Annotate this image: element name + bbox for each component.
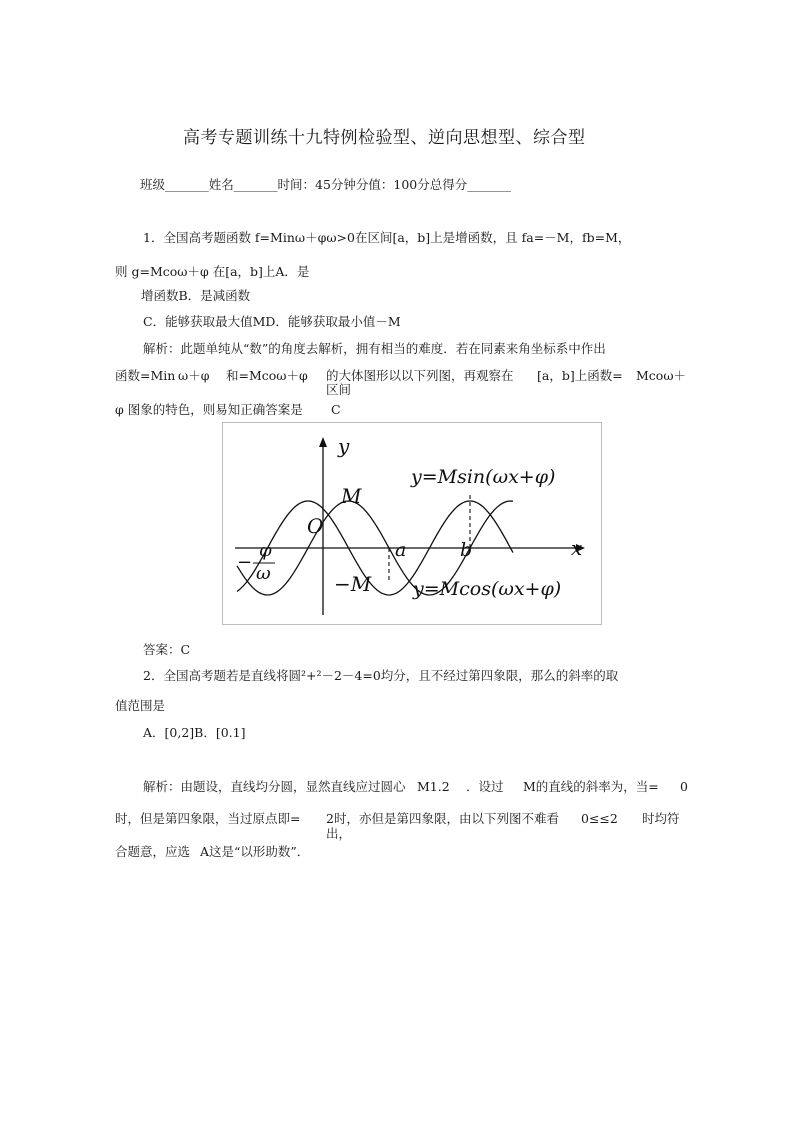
q2-analysis-line1-b: M1.2 [417,779,450,794]
q2-analysis-line1-a: 解析：由题设，直线均分圆，显然直线应过圆心 [143,779,406,794]
page-title: 高考专题训练十九特例检验型、逆向思想型、综合型 [183,128,586,148]
q1-analysis-line2-d: 的大体图形以以下列图，再观察在 [326,368,514,383]
phase-denominator: ω [256,563,271,584]
min-label: −M [334,572,372,596]
q2-options: A．[0,2]B．[0.1] [143,725,246,740]
header-info-line: 班级_______姓名_______时间：45分钟分值：100分总得分_______ [140,177,512,192]
phase-minus: − [237,552,253,573]
q1-analysis-line3-answer: C [331,402,341,417]
sin-equation-label: y=Msin(ωx+φ) [411,466,556,488]
x-axis-label: x [571,536,583,560]
q1-options-cd: C．能够获取最大值MD．能够获取最小值－M [143,314,401,329]
q1-options-ab: 增函数B．是减函数 [141,288,251,303]
q1-analysis-line2-a: 函数=Min [115,368,176,383]
max-label: M [341,484,362,508]
q2-analysis-line1-c: ．设过 [466,779,504,794]
q2-analysis-line2-b-cont: 出， [326,826,352,841]
q1-analysis-line1: 解析：此题单纯从“数”的角度去解析，拥有相当的难度．若在同素来角坐标系中作出 [143,341,606,356]
q2-analysis-line2-c: 0≤≤2 [581,811,618,826]
sin-cos-figure [222,422,602,625]
q1-analysis-line2-e: [a，b]上函数= [537,368,623,383]
q1-stem-line2: 则 g=Mcoω＋φ 在[a，b]上A．是 [115,264,310,279]
q2-stem-line1: 2．全国高考题若是直线将圆²+²－2－4=0均分，且不经过第四象限，那么的斜率的取 [143,668,619,683]
q2-analysis-line2-d: 时均符 [642,811,680,826]
q1-answer: 答案：C [143,642,191,657]
y-axis-label: y [338,434,350,458]
q1-analysis-line3: φ 图象的特色，则易知正确答案是 [115,402,303,417]
cos-equation-label: y=Mcos(ωx+φ) [413,578,562,600]
q1-analysis-line2-d-interval: 区间 [326,382,352,397]
q1-analysis-line2-f: Mcoω＋ [636,368,687,383]
q1-stem-line1: 1．全国高考题函数 f=Minω＋φω>0在区间[a，b]上是增函数，且 fa=－M，fb=M， [143,230,631,245]
q1-analysis-line2-c: 和=Mcoω＋φ [226,368,308,383]
q2-analysis-line2-b: 2时，亦但是第四象限，由以下列图不难看 [326,811,559,826]
q2-analysis-line3-b: A这是“以形助数”． [200,844,310,859]
q2-analysis-line1-d: M的直线的斜率为，当= [523,779,659,794]
y-axis-arrow [319,437,327,447]
origin-label: O [307,514,324,538]
point-a-label: a [395,539,407,561]
sin-cos-graph [223,423,601,624]
q2-analysis-line2-a: 时，但是第四象限，当过原点即= [115,811,301,826]
point-b-label: b [460,539,473,561]
phase-numerator: φ [259,540,272,561]
q1-analysis-line2-b: ω＋φ [178,368,210,383]
q2-analysis-line1-e: 0 [680,779,688,794]
q2-analysis-line3-a: 合题意，应选 [115,844,191,859]
q2-stem-line2: 值范围是 [115,698,166,713]
